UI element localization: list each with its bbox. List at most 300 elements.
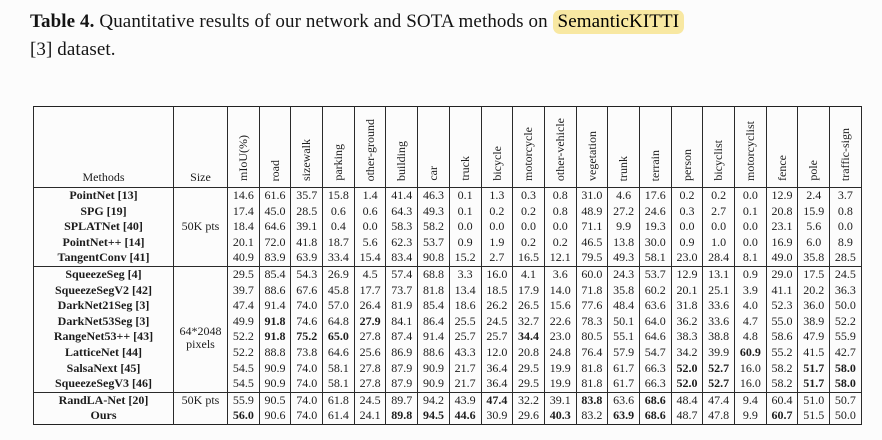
class-header-label: other-ground	[362, 118, 377, 181]
value-cell: 64.6	[323, 345, 355, 361]
value-cell: 26.4	[354, 298, 386, 314]
value-cell: 0.8	[544, 188, 576, 204]
table-row	[34, 235, 862, 251]
class-header-terrain	[639, 107, 671, 188]
table-row	[34, 361, 862, 377]
value-cell: 81.9	[386, 298, 418, 314]
method-cell: SPLATNet [40]	[34, 219, 174, 235]
class-header-vegetation	[576, 107, 608, 188]
value-cell: 26.9	[323, 266, 355, 282]
value-cell: 0.0	[830, 219, 862, 235]
class-header-traffic-sign	[830, 107, 862, 188]
size-label: pixels	[186, 337, 215, 352]
value-cell: 23.0	[671, 250, 703, 266]
results-table	[33, 106, 862, 425]
value-cell: 67.6	[291, 283, 323, 299]
value-cell: 83.9	[259, 250, 291, 266]
method-cell: SqueezeSeg [4]	[34, 266, 174, 282]
class-header-label: motorcycle	[521, 127, 536, 181]
value-cell: 88.6	[259, 283, 291, 299]
value-cell: 68.6	[639, 392, 671, 408]
class-header-motorcycle	[513, 107, 545, 188]
value-cell: 43.3	[449, 345, 481, 361]
value-cell: 3.3	[449, 266, 481, 282]
value-cell: 83.4	[386, 250, 418, 266]
value-cell: 63.9	[291, 250, 323, 266]
value-cell: 24.5	[354, 392, 386, 408]
value-cell: 0.0	[481, 219, 513, 235]
size-cell	[174, 188, 228, 267]
class-header-motorcyclist	[735, 107, 767, 188]
value-cell: 30.9	[481, 408, 513, 424]
value-cell: 20.1	[228, 235, 260, 251]
value-cell: 81.8	[418, 283, 450, 299]
value-cell: 45.0	[259, 204, 291, 220]
value-cell: 13.8	[608, 235, 640, 251]
value-cell: 42.7	[830, 345, 862, 361]
value-cell: 19.3	[639, 219, 671, 235]
value-cell: 0.0	[449, 219, 481, 235]
value-cell: 39.1	[544, 392, 576, 408]
value-cell: 48.4	[671, 392, 703, 408]
value-cell: 26.5	[513, 298, 545, 314]
value-cell: 58.2	[766, 376, 798, 392]
value-cell: 87.4	[386, 329, 418, 345]
method-cell: PointNet [13]	[34, 188, 174, 204]
value-cell: 73.7	[386, 283, 418, 299]
value-cell: 41.5	[798, 345, 830, 361]
value-cell: 71.8	[576, 283, 608, 299]
value-cell: 20.8	[513, 345, 545, 361]
value-cell: 89.7	[386, 392, 418, 408]
value-cell: 64.8	[323, 314, 355, 330]
class-header-label: building	[394, 140, 409, 181]
value-cell: 94.2	[418, 392, 450, 408]
value-cell: 12.9	[766, 188, 798, 204]
value-cell: 91.8	[259, 314, 291, 330]
class-header-label: person	[679, 149, 694, 181]
value-cell: 3.7	[830, 188, 862, 204]
method-cell: DarkNet21Seg [3]	[34, 298, 174, 314]
class-header-label: sizewalk	[299, 139, 314, 181]
value-cell: 25.7	[481, 329, 513, 345]
value-cell: 89.8	[386, 408, 418, 424]
size-label: 50K pts	[181, 392, 220, 407]
value-cell: 80.5	[576, 329, 608, 345]
value-cell: 28.5	[291, 204, 323, 220]
value-cell: 44.6	[449, 408, 481, 424]
value-cell: 0.8	[544, 204, 576, 220]
value-cell: 17.6	[639, 188, 671, 204]
value-cell: 14.6	[228, 188, 260, 204]
value-cell: 4.5	[354, 266, 386, 282]
value-cell: 58.6	[766, 329, 798, 345]
value-cell: 18.5	[481, 283, 513, 299]
value-cell: 47.9	[798, 329, 830, 345]
value-cell: 72.0	[259, 235, 291, 251]
value-cell: 36.0	[798, 298, 830, 314]
size-label: 64*2048	[179, 323, 222, 338]
value-cell: 45.8	[323, 283, 355, 299]
value-cell: 27.9	[354, 314, 386, 330]
value-cell: 60.4	[766, 392, 798, 408]
value-cell: 24.5	[830, 266, 862, 282]
value-cell: 64.0	[639, 314, 671, 330]
value-cell: 61.8	[323, 392, 355, 408]
value-cell: 0.1	[449, 188, 481, 204]
table-row	[34, 345, 862, 361]
class-header-label: traffic-sign	[838, 127, 853, 181]
method-cell: SalsaNext [45]	[34, 361, 174, 377]
value-cell: 47.4	[228, 298, 260, 314]
value-cell: 8.9	[830, 235, 862, 251]
value-cell: 27.8	[354, 376, 386, 392]
value-cell: 83.8	[576, 392, 608, 408]
value-cell: 15.4	[354, 250, 386, 266]
caption-text-2: [3] dataset.	[30, 39, 116, 60]
value-cell: 63.6	[639, 298, 671, 314]
value-cell: 0.4	[323, 219, 355, 235]
value-cell: 29.5	[513, 361, 545, 377]
value-cell: 52.0	[671, 376, 703, 392]
value-cell: 58.1	[323, 376, 355, 392]
value-cell: 91.4	[418, 329, 450, 345]
value-cell: 55.0	[766, 314, 798, 330]
value-cell: 53.7	[418, 235, 450, 251]
value-cell: 52.3	[766, 298, 798, 314]
value-cell: 51.7	[798, 361, 830, 377]
value-cell: 35.8	[798, 250, 830, 266]
value-cell: 55.1	[608, 329, 640, 345]
value-cell: 90.6	[259, 408, 291, 424]
value-cell: 0.6	[323, 204, 355, 220]
value-cell: 39.9	[703, 345, 735, 361]
value-cell: 65.0	[323, 329, 355, 345]
value-cell: 0.2	[703, 188, 735, 204]
value-cell: 0.0	[544, 219, 576, 235]
class-header-label: truck	[457, 156, 472, 181]
value-cell: 58.0	[830, 376, 862, 392]
value-cell: 57.4	[386, 266, 418, 282]
value-cell: 2.4	[798, 188, 830, 204]
value-cell: 20.1	[671, 283, 703, 299]
size-cell	[174, 392, 228, 424]
value-cell: 51.7	[798, 376, 830, 392]
value-cell: 1.0	[703, 235, 735, 251]
value-cell: 49.9	[228, 314, 260, 330]
value-cell: 15.6	[544, 298, 576, 314]
value-cell: 91.8	[259, 329, 291, 345]
class-header-truck	[449, 107, 481, 188]
value-cell: 24.3	[608, 266, 640, 282]
value-cell: 83.2	[576, 408, 608, 424]
value-cell: 28.4	[703, 250, 735, 266]
value-cell: 47.8	[703, 408, 735, 424]
value-cell: 24.8	[544, 345, 576, 361]
value-cell: 86.9	[386, 345, 418, 361]
value-cell: 0.8	[830, 204, 862, 220]
value-cell: 0.0	[671, 219, 703, 235]
value-cell: 31.8	[671, 298, 703, 314]
value-cell: 16.0	[735, 376, 767, 392]
value-cell: 32.2	[513, 392, 545, 408]
caption-highlight: SemanticKITTI	[553, 10, 685, 34]
value-cell: 61.7	[608, 361, 640, 377]
class-header-trunk	[608, 107, 640, 188]
value-cell: 0.9	[735, 266, 767, 282]
value-cell: 52.2	[830, 314, 862, 330]
value-cell: 88.6	[418, 345, 450, 361]
value-cell: 9.9	[608, 219, 640, 235]
class-header-label: road	[267, 159, 282, 181]
caption-text: Quantitative results of our network and SOTA methods on	[99, 11, 548, 32]
value-cell: 36.2	[671, 314, 703, 330]
value-cell: 0.0	[735, 219, 767, 235]
value-cell: 0.2	[544, 235, 576, 251]
value-cell: 60.7	[766, 408, 798, 424]
value-cell: 54.7	[639, 345, 671, 361]
value-cell: 27.2	[608, 204, 640, 220]
value-cell: 50.1	[608, 314, 640, 330]
value-cell: 86.4	[418, 314, 450, 330]
value-cell: 90.9	[259, 376, 291, 392]
table-row	[34, 204, 862, 220]
value-cell: 27.8	[354, 329, 386, 345]
value-cell: 63.6	[608, 392, 640, 408]
method-cell: RandLA-Net [20]	[34, 392, 174, 408]
value-cell: 41.4	[386, 188, 418, 204]
value-cell: 66.3	[639, 376, 671, 392]
value-cell: 36.4	[481, 361, 513, 377]
value-cell: 0.0	[735, 188, 767, 204]
value-cell: 50.0	[830, 298, 862, 314]
value-cell: 28.5	[830, 250, 862, 266]
value-cell: 35.7	[291, 188, 323, 204]
value-cell: 4.6	[608, 188, 640, 204]
value-cell: 41.1	[766, 283, 798, 299]
value-cell: 48.9	[576, 204, 608, 220]
value-cell: 51.0	[798, 392, 830, 408]
value-cell: 15.2	[449, 250, 481, 266]
value-cell: 3.9	[735, 283, 767, 299]
value-cell: 85.4	[418, 298, 450, 314]
value-cell: 20.8	[766, 204, 798, 220]
value-cell: 90.5	[259, 392, 291, 408]
value-cell: 14.0	[544, 283, 576, 299]
value-cell: 35.8	[608, 283, 640, 299]
value-cell: 54.3	[291, 266, 323, 282]
value-cell: 90.9	[418, 361, 450, 377]
value-cell: 87.9	[386, 376, 418, 392]
value-cell: 23.0	[544, 329, 576, 345]
value-cell: 26.2	[481, 298, 513, 314]
value-cell: 16.0	[735, 361, 767, 377]
value-cell: 8.1	[735, 250, 767, 266]
value-cell: 19.9	[544, 376, 576, 392]
value-cell: 0.1	[449, 204, 481, 220]
value-cell: 47.4	[703, 392, 735, 408]
caption-label: Table 4.	[30, 11, 95, 32]
value-cell: 0.6	[354, 204, 386, 220]
column-header-methods: Methods	[34, 107, 174, 188]
value-cell: 0.3	[671, 204, 703, 220]
value-cell: 61.7	[608, 376, 640, 392]
value-cell: 21.7	[449, 361, 481, 377]
class-header-sizewalk	[291, 107, 323, 188]
value-cell: 77.6	[576, 298, 608, 314]
value-cell: 54.5	[228, 361, 260, 377]
class-header-car	[418, 107, 450, 188]
value-cell: 25.1	[703, 283, 735, 299]
value-cell: 54.5	[228, 376, 260, 392]
value-cell: 4.0	[735, 298, 767, 314]
value-cell: 48.7	[671, 408, 703, 424]
value-cell: 49.3	[608, 250, 640, 266]
value-cell: 12.0	[481, 345, 513, 361]
value-cell: 52.7	[703, 376, 735, 392]
value-cell: 24.6	[639, 204, 671, 220]
method-cell: SqueezeSegV2 [42]	[34, 283, 174, 299]
value-cell: 87.9	[386, 361, 418, 377]
value-cell: 66.3	[639, 361, 671, 377]
class-header-bicyclist	[703, 107, 735, 188]
value-cell: 55.9	[228, 392, 260, 408]
value-cell: 2.7	[481, 250, 513, 266]
table-caption	[30, 8, 860, 64]
value-cell: 50.0	[830, 408, 862, 424]
value-cell: 57.9	[608, 345, 640, 361]
value-cell: 71.1	[576, 219, 608, 235]
class-header-label: bicyclist	[711, 140, 726, 181]
class-header-label: car	[426, 166, 441, 181]
value-cell: 0.3	[513, 188, 545, 204]
value-cell: 91.4	[259, 298, 291, 314]
table-row	[34, 314, 862, 330]
value-cell: 43.9	[449, 392, 481, 408]
value-cell: 40.3	[544, 408, 576, 424]
value-cell: 24.1	[354, 408, 386, 424]
value-cell: 9.9	[735, 408, 767, 424]
value-cell: 16.9	[766, 235, 798, 251]
value-cell: 33.6	[703, 298, 735, 314]
class-header-label: parking	[331, 144, 346, 181]
value-cell: 20.2	[798, 283, 830, 299]
value-cell: 40.9	[228, 250, 260, 266]
class-header-label: vegetation	[584, 131, 599, 181]
value-cell: 90.9	[259, 361, 291, 377]
value-cell: 0.9	[449, 235, 481, 251]
value-cell: 9.4	[735, 392, 767, 408]
value-cell: 58.1	[639, 250, 671, 266]
class-header-building	[386, 107, 418, 188]
value-cell: 33.6	[703, 314, 735, 330]
value-cell: 74.0	[291, 392, 323, 408]
value-cell: 4.7	[735, 314, 767, 330]
class-header-label: pole	[806, 160, 821, 181]
value-cell: 49.0	[766, 250, 798, 266]
class-header-label: terrain	[647, 149, 662, 181]
value-cell: 30.0	[639, 235, 671, 251]
value-cell: 75.2	[291, 329, 323, 345]
value-cell: 74.0	[291, 408, 323, 424]
value-cell: 50.7	[830, 392, 862, 408]
value-cell: 90.9	[418, 376, 450, 392]
value-cell: 84.1	[386, 314, 418, 330]
value-cell: 58.2	[766, 361, 798, 377]
class-header-road	[259, 107, 291, 188]
value-cell: 23.1	[766, 219, 798, 235]
value-cell: 52.2	[228, 345, 260, 361]
value-cell: 13.4	[449, 283, 481, 299]
value-cell: 36.3	[830, 283, 862, 299]
value-cell: 94.5	[418, 408, 450, 424]
value-cell: 81.8	[576, 376, 608, 392]
table-row	[34, 266, 862, 282]
value-cell: 25.6	[354, 345, 386, 361]
value-cell: 74.0	[291, 376, 323, 392]
value-cell: 15.9	[798, 204, 830, 220]
value-cell: 16.5	[513, 250, 545, 266]
value-cell: 16.0	[481, 266, 513, 282]
value-cell: 18.6	[449, 298, 481, 314]
class-header-label: bicycle	[489, 146, 504, 181]
class-header-person	[671, 107, 703, 188]
value-cell: 17.9	[513, 283, 545, 299]
value-cell: 62.3	[386, 235, 418, 251]
value-cell: 39.7	[228, 283, 260, 299]
class-header-fence	[766, 107, 798, 188]
table-row	[34, 283, 862, 299]
value-cell: 31.0	[576, 188, 608, 204]
value-cell: 12.1	[544, 250, 576, 266]
value-cell: 88.8	[259, 345, 291, 361]
class-header-label: fence	[774, 155, 789, 181]
method-cell: Ours	[34, 408, 174, 424]
table-row	[34, 298, 862, 314]
value-cell: 34.4	[513, 329, 545, 345]
value-cell: 1.9	[481, 235, 513, 251]
value-cell: 57.0	[323, 298, 355, 314]
table-row	[34, 329, 862, 345]
size-cell	[174, 266, 228, 392]
value-cell: 46.3	[418, 188, 450, 204]
value-cell: 52.7	[703, 361, 735, 377]
table-row	[34, 188, 862, 204]
value-cell: 79.5	[576, 250, 608, 266]
value-cell: 48.4	[608, 298, 640, 314]
value-cell: 0.2	[513, 204, 545, 220]
value-cell: 25.7	[449, 329, 481, 345]
value-cell: 36.4	[481, 376, 513, 392]
value-cell: 5.6	[354, 235, 386, 251]
header-row	[34, 107, 862, 188]
table-row	[34, 376, 862, 392]
value-cell: 58.1	[323, 361, 355, 377]
value-cell: 24.5	[481, 314, 513, 330]
value-cell: 27.8	[354, 361, 386, 377]
value-cell: 29.0	[766, 266, 798, 282]
value-cell: 73.8	[291, 345, 323, 361]
class-header-other-ground	[354, 107, 386, 188]
value-cell: 0.2	[481, 204, 513, 220]
value-cell: 90.8	[418, 250, 450, 266]
value-cell: 81.8	[576, 361, 608, 377]
value-cell: 55.9	[830, 329, 862, 345]
value-cell: 5.6	[798, 219, 830, 235]
value-cell: 4.1	[513, 266, 545, 282]
value-cell: 47.4	[481, 392, 513, 408]
value-cell: 76.4	[576, 345, 608, 361]
